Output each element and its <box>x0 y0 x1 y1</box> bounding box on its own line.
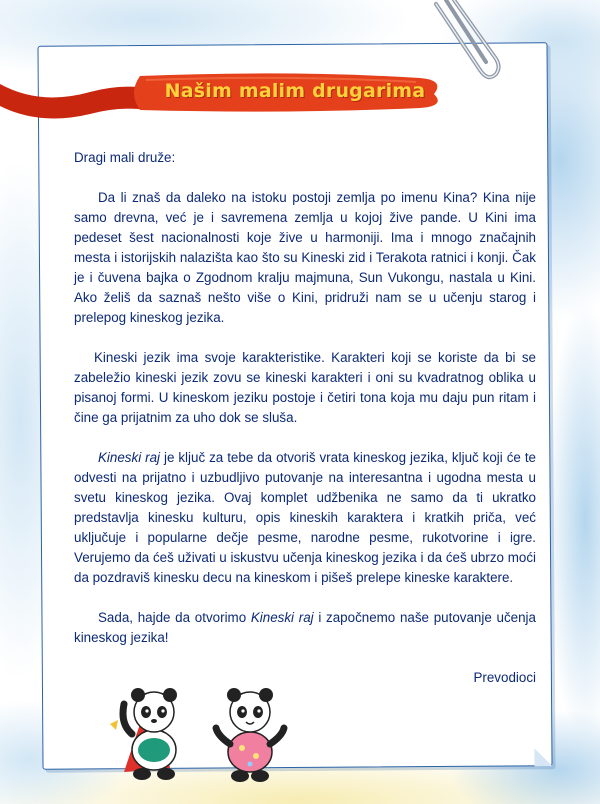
signature: Prevodioci <box>473 670 536 685</box>
paragraph-3-text: je ključ za tebe da otvoriš vrata kineskog jezika, ključ koji će te odvesti na prijatno i uzbudljivo putovanje na interesantna i ugodna mesta u svetu kineskog jezika. Ovaj komplet udžbenika ne samo da ti ukratko predstavlja kinesku kulturu, opis kineskih karaktera i kratkih priča, već uključuje i popularne dečje pesme, narodne pesme, rukotvorine i igre. Verujemo da ćeš uživati u iskustvu učenja kineskog jezika i da ćeš ubrzo moći da pozdraviš kinesku decu na kineskom i pišeš prelepe kineske karaktere. <box>74 450 536 585</box>
panda-boy-icon <box>110 688 177 780</box>
page-title: Našim malim drugarima <box>164 80 426 102</box>
paragraph-3 <box>74 448 536 588</box>
paragraph-4-end: i započnemo naše putovanje učenja kineskog jezika! <box>74 610 536 645</box>
book-title: Kineski raj <box>98 450 161 465</box>
book-title: Kineski raj <box>250 610 314 625</box>
paperclip-icon <box>428 0 508 90</box>
paragraph-2: Kineski jezik ima svoje karakteristike. Karakteri koji se koriste da bi se zabeležio kineski jezik zovu se kineski karakteri i oni su kvadratnog oblika u pisanoj formi. U kineskom jeziku postoje i četiri tona koja mu daju pun ritam i čine ga prijatnim za uho dok se sluša. <box>74 350 536 425</box>
paper-curl <box>534 748 552 766</box>
letter-body <box>74 148 536 688</box>
paragraph-4-start: Sada, hajde da otvorimo <box>98 610 251 625</box>
panda-girl-icon <box>216 688 284 782</box>
paragraph-1: Da li znaš da daleko na istoku postoji zemlja po imenu Kina? Kina nije samo drevna, već je i savremena zemlja u kojoj žive pande. U Kini ima pedeset šest nacionalnosti koje žive u harmoniji. Ima i mnogo značajnih mesta i istorijskih nalazišta kao što su Kineski zid i Terakota ratnici i konji. Čak je i čuvena bajka o Zgodnom kralju majmuna, Sun Vukongu, nastala u Kini. Ako želiš da saznaš nešto više o Kini, pridruži nam se u učenju starog i prelepog kineskog jezika. <box>74 190 536 325</box>
panda-illustration <box>110 684 290 784</box>
letter-greeting: Dragi mali druže: <box>74 150 176 165</box>
paragraph-4 <box>74 608 536 648</box>
